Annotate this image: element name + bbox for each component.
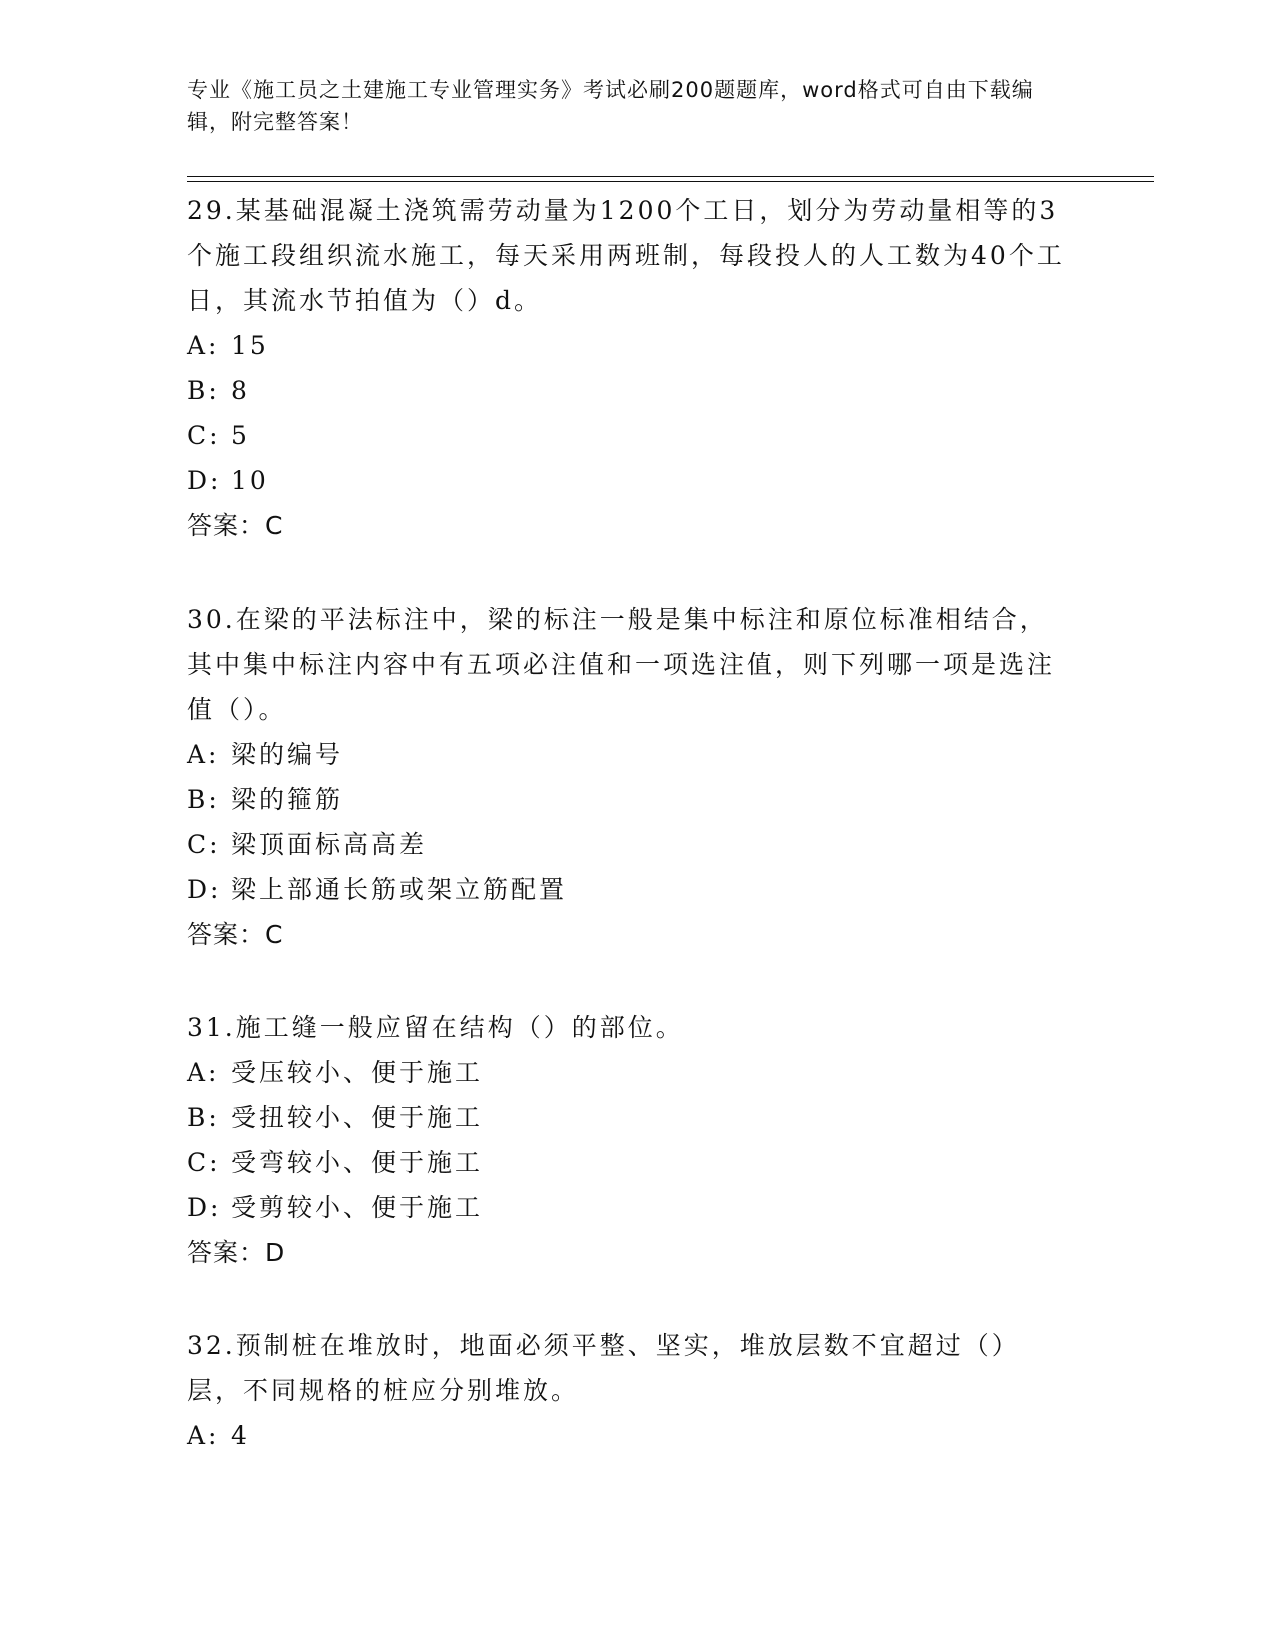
question-31 (187, 1005, 1067, 1275)
option-a (187, 1050, 1067, 1095)
option-letter: A: (187, 1058, 220, 1087)
option-d (187, 867, 1067, 912)
option-b (187, 1095, 1067, 1140)
option-letter: B: (187, 376, 220, 405)
option-letter: D: (187, 875, 222, 904)
question-stem: 30.在梁的平法标注中，梁的标注一般是集中标注和原位标准相结合，其中集中标注内容中有五项必注值和一项选注值，则下列哪一项是选注值（）。 (187, 605, 1056, 724)
option-text: 10 (231, 466, 269, 495)
option-letter: D: (187, 466, 222, 495)
answer-line: 答案：C (187, 920, 284, 949)
answer-line: 答案：C (187, 511, 284, 540)
option-d (187, 458, 1067, 503)
option-text: 梁上部通长筋或架立筋配置 (231, 875, 568, 904)
option-letter: C: (187, 421, 221, 450)
option-letter: C: (187, 830, 221, 859)
option-text: 5 (231, 421, 250, 450)
option-c (187, 413, 1067, 458)
option-text: 受剪较小、便于施工 (231, 1193, 484, 1222)
answer-line: 答案：D (187, 1238, 286, 1267)
option-letter: C: (187, 1148, 221, 1177)
option-b (187, 368, 1067, 413)
option-d (187, 1185, 1067, 1230)
option-a (187, 1413, 1067, 1458)
question-30 (187, 597, 1067, 957)
option-letter: A: (187, 331, 220, 360)
question-stem: 31.施工缝一般应留在结构（）的部位。 (187, 1013, 684, 1042)
option-letter: B: (187, 1103, 220, 1132)
option-text: 受压较小、便于施工 (231, 1058, 484, 1087)
option-letter: A: (187, 740, 220, 769)
option-text: 受弯较小、便于施工 (231, 1148, 484, 1177)
option-text: 梁的编号 (231, 740, 344, 769)
question-32 (187, 1323, 1067, 1458)
header-divider-top (187, 176, 1154, 177)
option-text: 梁顶面标高高差 (231, 830, 428, 859)
header-text: 专业《施工员之土建施工专业管理实务》考试必刷200题题库，word格式可自由下载编辑，附完整答案！ (187, 78, 1034, 134)
header-divider-bottom (187, 181, 1154, 182)
question-stem: 32.预制桩在堆放时，地面必须平整、坚实，堆放层数不宜超过（）层，不同规格的桩应分别堆放。 (187, 1331, 1020, 1405)
option-c (187, 822, 1067, 867)
option-letter: D: (187, 1193, 222, 1222)
option-letter: B: (187, 785, 220, 814)
option-letter: A: (187, 1421, 220, 1450)
option-text: 受扭较小、便于施工 (231, 1103, 484, 1132)
question-stem: 29.某基础混凝土浇筑需劳动量为1200个工日，划分为劳动量相等的3个施工段组织流水施工，每天采用两班制，每段投人的人工数为40个工日，其流水节拍值为（）d。 (187, 196, 1065, 315)
option-text: 梁的箍筋 (231, 785, 344, 814)
option-text: 15 (231, 331, 269, 360)
option-b (187, 777, 1067, 822)
option-a (187, 323, 1067, 368)
document-header (187, 74, 1067, 138)
option-text: 8 (231, 376, 250, 405)
option-a (187, 732, 1067, 777)
question-29 (187, 188, 1067, 548)
option-text: 4 (231, 1421, 250, 1450)
option-c (187, 1140, 1067, 1185)
